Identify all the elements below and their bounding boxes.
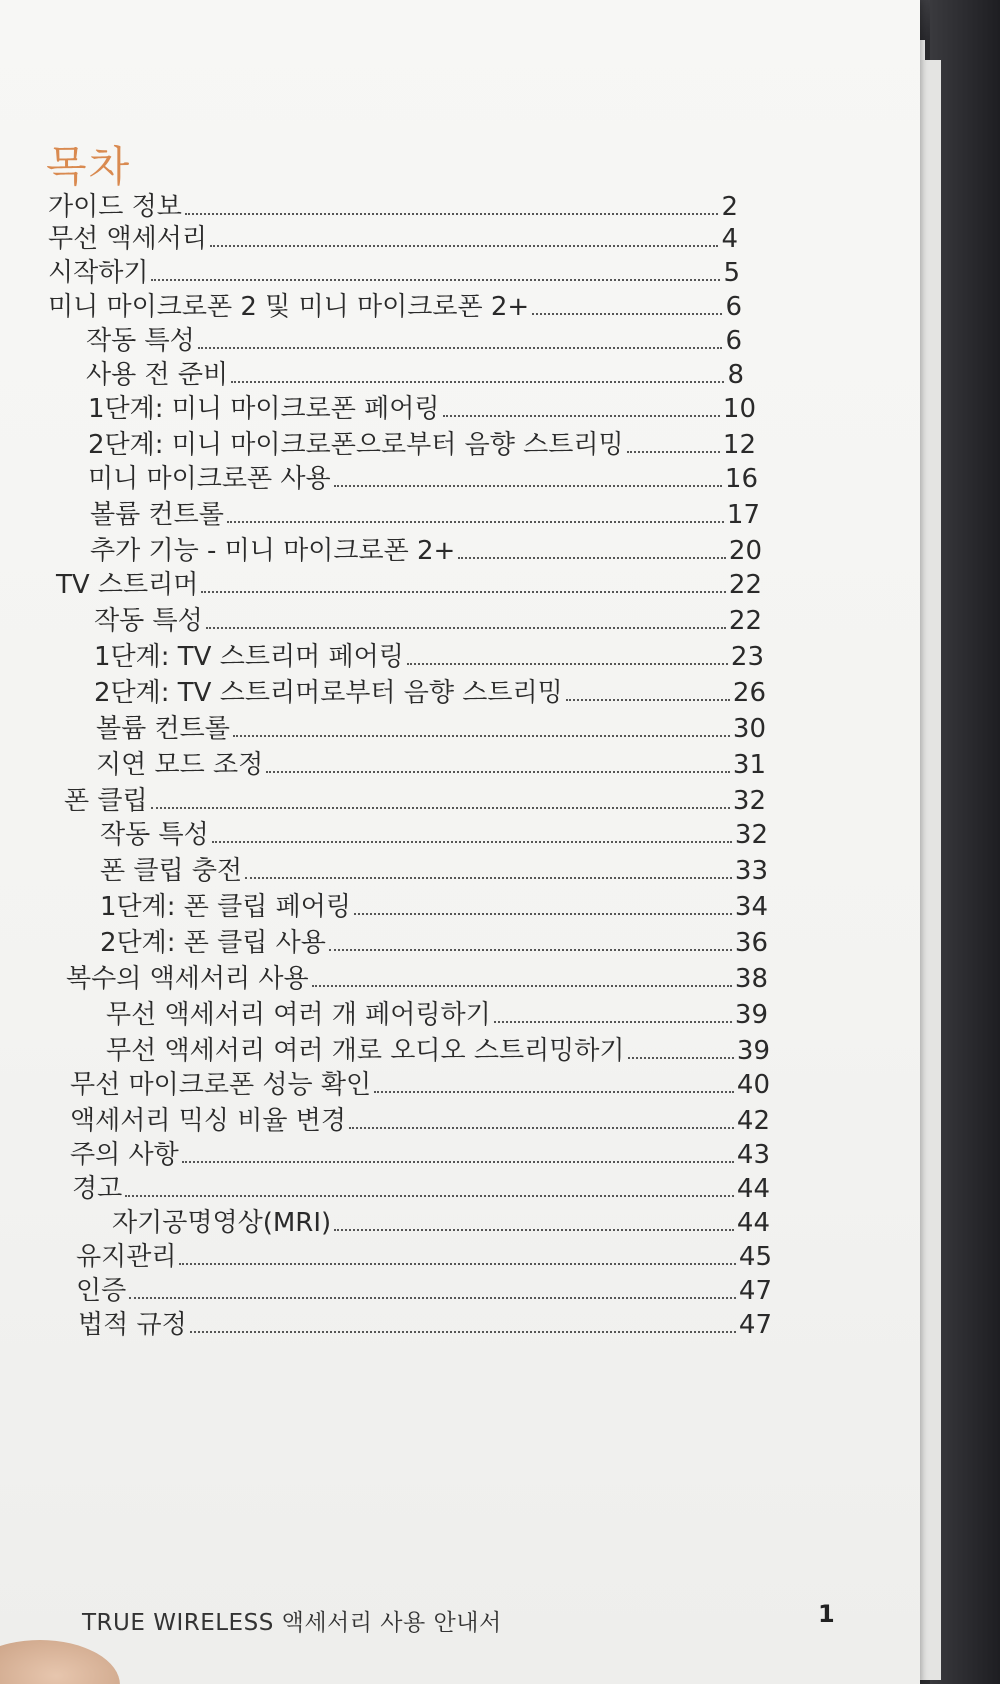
dot-leader: [201, 591, 726, 593]
toc-entry-label: 폰 클립 충전: [100, 856, 243, 886]
toc-title: 목차: [46, 142, 132, 191]
toc-entry[interactable]: [86, 358, 744, 392]
toc-entry-page: 39: [734, 1000, 768, 1030]
toc-entry-label: 작동 특성: [100, 820, 209, 850]
toc-entry-label: 가이드 정보: [48, 192, 182, 222]
toc-entry-label: 미니 마이크로폰 사용: [88, 464, 331, 494]
toc-entry-page: 16: [724, 464, 758, 494]
toc-entry-page: 17: [726, 500, 760, 530]
toc-entry-label: 추가 기능 - 미니 마이크로폰 2+: [90, 536, 456, 566]
toc-entry[interactable]: [112, 1206, 770, 1240]
toc-entry[interactable]: [70, 1068, 770, 1102]
toc-entry-label: 1단계: 미니 마이크로폰 페어링: [88, 394, 440, 424]
toc-entry-page: 12: [722, 430, 756, 460]
toc-entry-page: 6: [725, 292, 742, 322]
toc-entry[interactable]: [48, 222, 738, 256]
toc-entry-label: 복수의 액세서리 사용: [66, 964, 309, 994]
toc-entry-label: 무선 액세서리 여러 개로 오디오 스트리밍하기: [106, 1036, 625, 1066]
toc-entry-label: 2단계: 폰 클립 사용: [100, 928, 326, 958]
dot-leader: [532, 313, 722, 315]
dot-leader: [407, 663, 728, 665]
dot-leader: [349, 1127, 734, 1129]
toc-entry-label: 사용 전 준비: [86, 360, 229, 390]
toc-entry[interactable]: [94, 640, 764, 674]
toc-entry-page: 32: [732, 786, 766, 816]
toc-entry-label: 시작하기: [48, 258, 149, 288]
toc-entry-label: 자기공명영상(MRI): [112, 1208, 332, 1238]
toc-entry[interactable]: [100, 926, 768, 960]
toc-entry[interactable]: [72, 1172, 770, 1206]
dot-leader: [151, 279, 720, 281]
toc-entry-label: 지연 모드 조정: [96, 750, 264, 780]
toc-entry-label: 볼륨 컨트롤: [96, 714, 230, 744]
dot-leader: [212, 841, 732, 843]
toc-entry-label: 무선 액세서리: [48, 224, 207, 254]
toc-entry[interactable]: [90, 498, 760, 532]
toc-entry-page: 20: [728, 536, 762, 566]
toc-entry-page: 10: [722, 394, 756, 424]
toc-entry-label: 작동 특성: [94, 606, 203, 636]
dot-leader: [266, 771, 730, 773]
toc-entry[interactable]: [56, 568, 762, 602]
toc-entry-page: 44: [736, 1208, 770, 1238]
toc-entry-label: 법적 규정: [78, 1310, 187, 1340]
toc-entry[interactable]: [70, 1104, 770, 1138]
dot-leader: [628, 1057, 734, 1059]
toc-entry[interactable]: [94, 676, 766, 710]
toc-entry-label: 작동 특성: [86, 326, 195, 356]
toc-entry-page: 42: [736, 1106, 770, 1136]
toc-entry-page: 39: [736, 1036, 770, 1066]
toc-entry-label: 액세서리 믹싱 비율 변경: [70, 1106, 346, 1136]
dot-leader: [334, 1229, 734, 1231]
toc-entry[interactable]: [64, 784, 766, 818]
toc-entry[interactable]: [78, 1308, 772, 1342]
toc-entry-label: 인증: [76, 1276, 127, 1306]
toc-entry-page: 8: [727, 360, 744, 390]
toc-entry[interactable]: [106, 998, 768, 1032]
dot-leader: [443, 415, 720, 417]
toc-entry-page: 45: [738, 1242, 772, 1272]
dot-leader: [185, 213, 719, 215]
toc-entry[interactable]: [86, 324, 742, 358]
dot-leader: [329, 949, 732, 951]
toc-entry-label: 주의 사항: [70, 1140, 179, 1170]
dot-leader: [312, 985, 732, 987]
toc-entry[interactable]: [100, 890, 768, 924]
toc-entry-page: 47: [738, 1276, 772, 1306]
toc-entry[interactable]: [100, 818, 768, 852]
dot-leader: [566, 699, 730, 701]
toc-entry-page: 47: [738, 1310, 772, 1340]
dot-leader: [206, 627, 726, 629]
toc-entry-page: 43: [736, 1140, 770, 1170]
toc-entry-page: 44: [736, 1174, 770, 1204]
dot-leader: [494, 1021, 732, 1023]
toc-entry-label: 폰 클립: [64, 786, 148, 816]
footer-page-number: 1: [818, 1600, 835, 1628]
dot-leader: [231, 381, 724, 383]
toc-entry-page: 38: [734, 964, 768, 994]
dot-leader: [125, 1195, 734, 1197]
dot-leader: [182, 1161, 734, 1163]
dot-leader: [627, 451, 720, 453]
toc-entry-page: 32: [734, 820, 768, 850]
toc-entry-page: 4: [721, 224, 738, 254]
toc-entry[interactable]: [48, 290, 742, 324]
dot-leader: [227, 521, 724, 523]
toc-entry[interactable]: [76, 1274, 772, 1308]
toc-entry-page: 26: [732, 678, 766, 708]
toc-entry-page: 22: [728, 606, 762, 636]
toc-entry-label: 2단계: TV 스트리머로부터 음향 스트리밍: [94, 678, 563, 708]
toc-entry[interactable]: [88, 392, 756, 426]
toc-entry-label: 유지관리: [76, 1242, 177, 1272]
toc-entry[interactable]: [76, 1240, 772, 1274]
toc-entry-page: 6: [725, 326, 742, 356]
toc-entry-label: 미니 마이크로폰 2 및 미니 마이크로폰 2+: [48, 292, 530, 322]
toc-entry-page: 40: [736, 1070, 770, 1100]
toc-entry[interactable]: [100, 854, 768, 888]
toc-entry[interactable]: [94, 604, 762, 638]
toc-entry[interactable]: [70, 1138, 770, 1172]
dot-leader: [129, 1297, 736, 1299]
dot-leader: [198, 347, 723, 349]
toc-entry-page: 34: [734, 892, 768, 922]
toc-entry[interactable]: [48, 190, 738, 224]
dot-leader: [334, 485, 722, 487]
toc-entry[interactable]: [106, 1034, 770, 1068]
toc-entry-label: 무선 액세서리 여러 개 페어링하기: [106, 1000, 491, 1030]
footer-book-title: TRUE WIRELESS 액세서리 사용 안내서: [82, 1610, 502, 1636]
toc-entry-page: 5: [723, 258, 740, 288]
dot-leader: [210, 245, 718, 247]
toc-entry-label: 2단계: 미니 마이크로폰으로부터 음향 스트리밍: [88, 430, 624, 460]
toc-entry-label: TV 스트리머: [56, 570, 199, 600]
toc-entry[interactable]: [96, 712, 766, 746]
toc-entry-page: 22: [728, 570, 762, 600]
toc-entry-label: 경고: [72, 1174, 123, 1204]
toc-entry[interactable]: [88, 428, 756, 462]
toc-entry-page: 33: [734, 856, 768, 886]
toc-entry-label: 볼륨 컨트롤: [90, 500, 224, 530]
toc-entry-page: 31: [732, 750, 766, 780]
toc-entry-label: 1단계: TV 스트리머 페어링: [94, 642, 404, 672]
dot-leader: [179, 1263, 735, 1265]
toc-entry[interactable]: [66, 962, 768, 996]
dot-leader: [233, 735, 730, 737]
dot-leader: [354, 913, 732, 915]
toc-entry-page: 23: [730, 642, 764, 672]
toc-entry-label: 무선 마이크로폰 성능 확인: [70, 1070, 372, 1100]
dot-leader: [374, 1091, 734, 1093]
toc-entry[interactable]: [88, 462, 758, 496]
dot-leader: [151, 807, 730, 809]
dot-leader: [458, 557, 726, 559]
toc-entry[interactable]: [48, 256, 740, 290]
toc-entry[interactable]: [90, 534, 762, 568]
toc-entry-page: 30: [732, 714, 766, 744]
toc-entry-page: 2: [721, 192, 738, 222]
toc-entry-label: 1단계: 폰 클립 페어링: [100, 892, 352, 922]
toc-entry[interactable]: [96, 748, 766, 782]
dot-leader: [190, 1331, 736, 1333]
dot-leader: [245, 877, 732, 879]
toc-entry-page: 36: [734, 928, 768, 958]
